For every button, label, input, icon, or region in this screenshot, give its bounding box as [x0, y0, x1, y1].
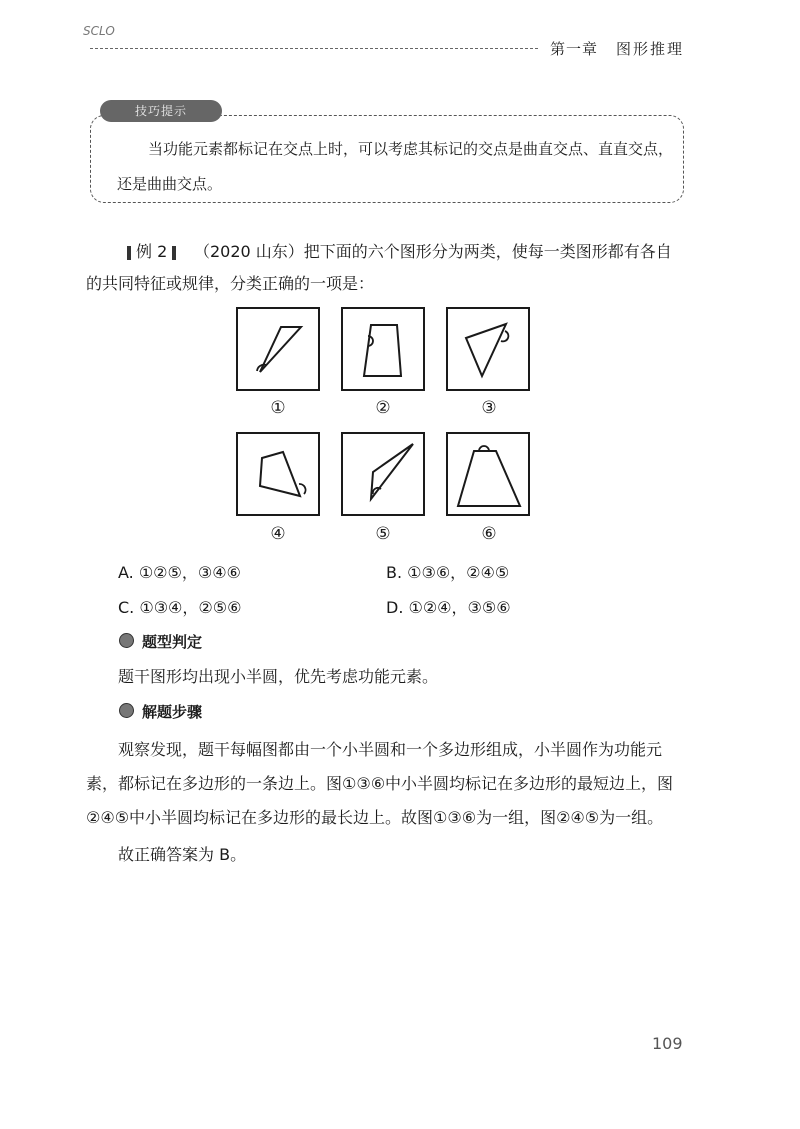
figure-label-5: ⑤ — [375, 524, 391, 544]
figure-6 — [446, 432, 530, 516]
tip-text-line2: 还是曲曲交点。 — [117, 175, 223, 193]
header-logo: SCLO — [83, 24, 115, 38]
figure-label-3: ③ — [481, 398, 497, 418]
figure-label-6: ⑥ — [481, 524, 497, 544]
section2-answer: 故正确答案为 B。 — [118, 845, 247, 864]
figure-1 — [236, 307, 320, 391]
section2-title: 解题步骤 — [142, 703, 203, 721]
header-chapter: 第一章 — [550, 40, 599, 58]
section1-text: 题干图形均出现小半圆，优先考虑功能元素。 — [118, 667, 439, 686]
example-question-line2: 的共同特征或规律，分类正确的一项是： — [86, 274, 375, 293]
tip-badge: 技巧提示 — [100, 100, 222, 122]
section-bullet-icon — [119, 633, 134, 648]
section2-line3: ②④⑤中小半圆均标记在多边形的最长边上。故图①③⑥为一组，图②④⑤为一组。 — [86, 808, 664, 827]
option-b: B. ①③⑥，②④⑤ — [386, 563, 510, 582]
figure-label-4: ④ — [270, 524, 286, 544]
header-title: 图形推理 — [616, 40, 685, 58]
tip-text-line1: 当功能元素都标记在交点上时，可以考虑其标记的交点是曲直交点、直直交点， — [148, 140, 674, 158]
figure-label-1: ① — [270, 398, 286, 418]
page-number: 109 — [652, 1034, 683, 1053]
example-label-text: 例 2 — [136, 242, 168, 261]
example-label — [122, 239, 181, 262]
option-d: D. ①②④，③⑤⑥ — [386, 598, 511, 617]
figure-3 — [446, 307, 530, 391]
section1-title: 题型判定 — [142, 633, 203, 651]
section2-line2: 素，都标记在多边形的一条边上。图①③⑥中小半圆均标记在多边形的最短边上，图 — [86, 774, 674, 793]
section-bullet-icon — [119, 703, 134, 718]
option-a: A. ①②⑤，③④⑥ — [118, 563, 241, 582]
header-rule — [90, 48, 538, 49]
example-left-mark — [127, 246, 131, 260]
example-right-mark — [172, 246, 176, 260]
figure-4 — [236, 432, 320, 516]
section2-line1: 观察发现，题干每幅图都由一个小半圆和一个多边形组成，小半圆作为功能元 — [118, 740, 663, 759]
figure-5 — [341, 432, 425, 516]
example-question-line1: （2020 山东）把下面的六个图形分为两类，使每一类图形都有各自 — [194, 242, 672, 261]
option-c: C. ①③④，②⑤⑥ — [118, 598, 242, 617]
figure-label-2: ② — [375, 398, 391, 418]
figure-2 — [341, 307, 425, 391]
